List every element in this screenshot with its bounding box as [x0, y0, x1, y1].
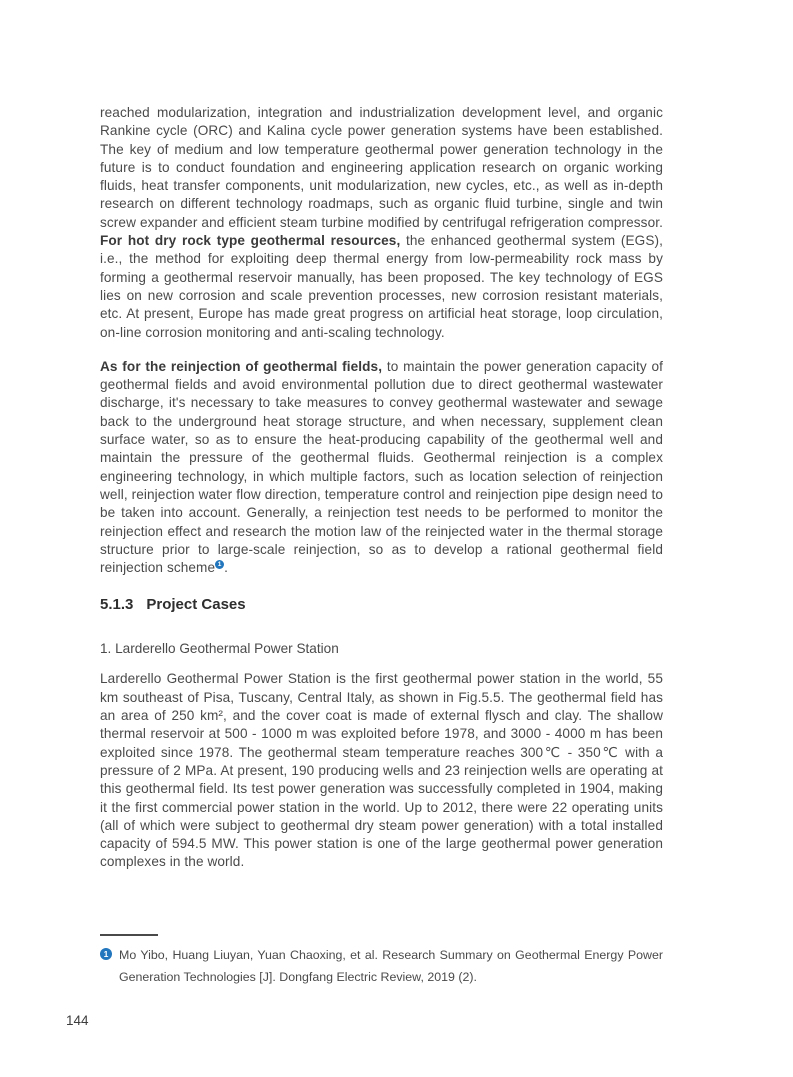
section-title: Project Cases [146, 596, 246, 614]
para2-text: to maintain the power generation capacity of geothermal fields and avoid environmental pollution due to direct geothermal wastewater discharge, it's necessary to take measures to convey geothermal wastewater and sewage back to the underground heat storage structure, and when necessary, supplement clean surface water, so as to ensure the heat-producing capability of the geothermal well and maintain the pressure of the geothermal fluids. Geothermal reinjection is a complex engineering technology, in which multiple factors, such as location selection of reinjection well, reinjection water flow direction, temperature control and reinjection pipe design need to be taken into account. Generally, a reinjection test needs to be performed to monitor the reinjection effect and research the motion law of the reinjected water in the thermal storage structure prior to large-scale reinjection, so as to develop a rational geothermal field reinjection scheme [100, 358, 664, 576]
para2-period: . [224, 560, 229, 576]
paragraph-tech-development [100, 104, 663, 342]
paragraph-reinjection [100, 358, 663, 578]
para1-text-b: the enhanced geothermal system (EGS), i.e., the method for exploiting deep thermal energy from low-permeability rock mass by forming a geothermal reservoir manually, has been proposed. The key technology of EGS lies on new corrosion and scale prevention processes, new corrosion resistant materials, etc. At present, Europe has made great progress on artificial heat storage, loop circulation, on-line corrosion monitoring and anti-scaling technology. [100, 233, 663, 340]
section-number: 5.1.3 [100, 596, 134, 614]
footnote-divider [100, 934, 158, 936]
para2-bold-lead: As for the reinjection of geothermal fields, [100, 358, 383, 374]
footnote-text: Mo Yibo, Huang Liuyan, Yuan Chaoxing, et al. Research Summary on Geothermal Energy Power Generation Technologies [J]. Dongfang Electric Review, 2019 (2). [119, 948, 663, 984]
footnote-body [100, 945, 663, 988]
body-text-block [100, 104, 663, 888]
footnote-ref-marker: 1 [215, 560, 224, 569]
footnote-block [100, 934, 663, 988]
para1-text-a: reached modularization, integration and industrialization development level, and organic Rankine cycle (ORC) and Kalina cycle power generation systems have been established. The key of medium and low temperature geothermal power generation technology in the future is to conduct foundation and engineering application research on organic working fluids, heat transfer components, unit modularization, new cycles, etc., as well as in-depth research on different technology roadmaps, such as organic fluid turbine, single and twin screw expander and efficient steam turbine modified by centrifugal refrigeration compressor. [100, 105, 663, 230]
footnote-marker-icon: 1 [100, 948, 112, 960]
page-number: 144 [66, 1013, 89, 1028]
paragraph-larderello: Larderello Geothermal Power Station is the first geothermal power station in the world, 55 km southeast of Pisa, Tuscany, Central Italy, as shown in Fig.5.5. The geothermal field has an area of 250 km², and the cover coat is made of external flysch and clay. The shallow thermal reservoir at 500 - 1000 m was exploited before 1978, and 3000 - 4000 m has been exploited since 1978. The geothermal steam temperature reaches 300℃ - 350℃ with a pressure of 2 MPa. At present, 190 producing wells and 23 reinjection wells are operating at this geothermal field. Its test power generation was successfully completed in 1904, making it the first commercial power station in the world. Up to 2012, there were 22 operating units (all of which were subject to geothermal dry steam power generation) with a total installed capacity of 594.5 MW. This power station is one of the large geothermal power generation complexes in the world. [100, 671, 663, 870]
para1-bold-hot-dry-rock: For hot dry rock type geothermal resources, [100, 233, 401, 249]
section-heading [100, 596, 663, 614]
case-heading: 1. Larderello Geothermal Power Station [100, 641, 339, 657]
